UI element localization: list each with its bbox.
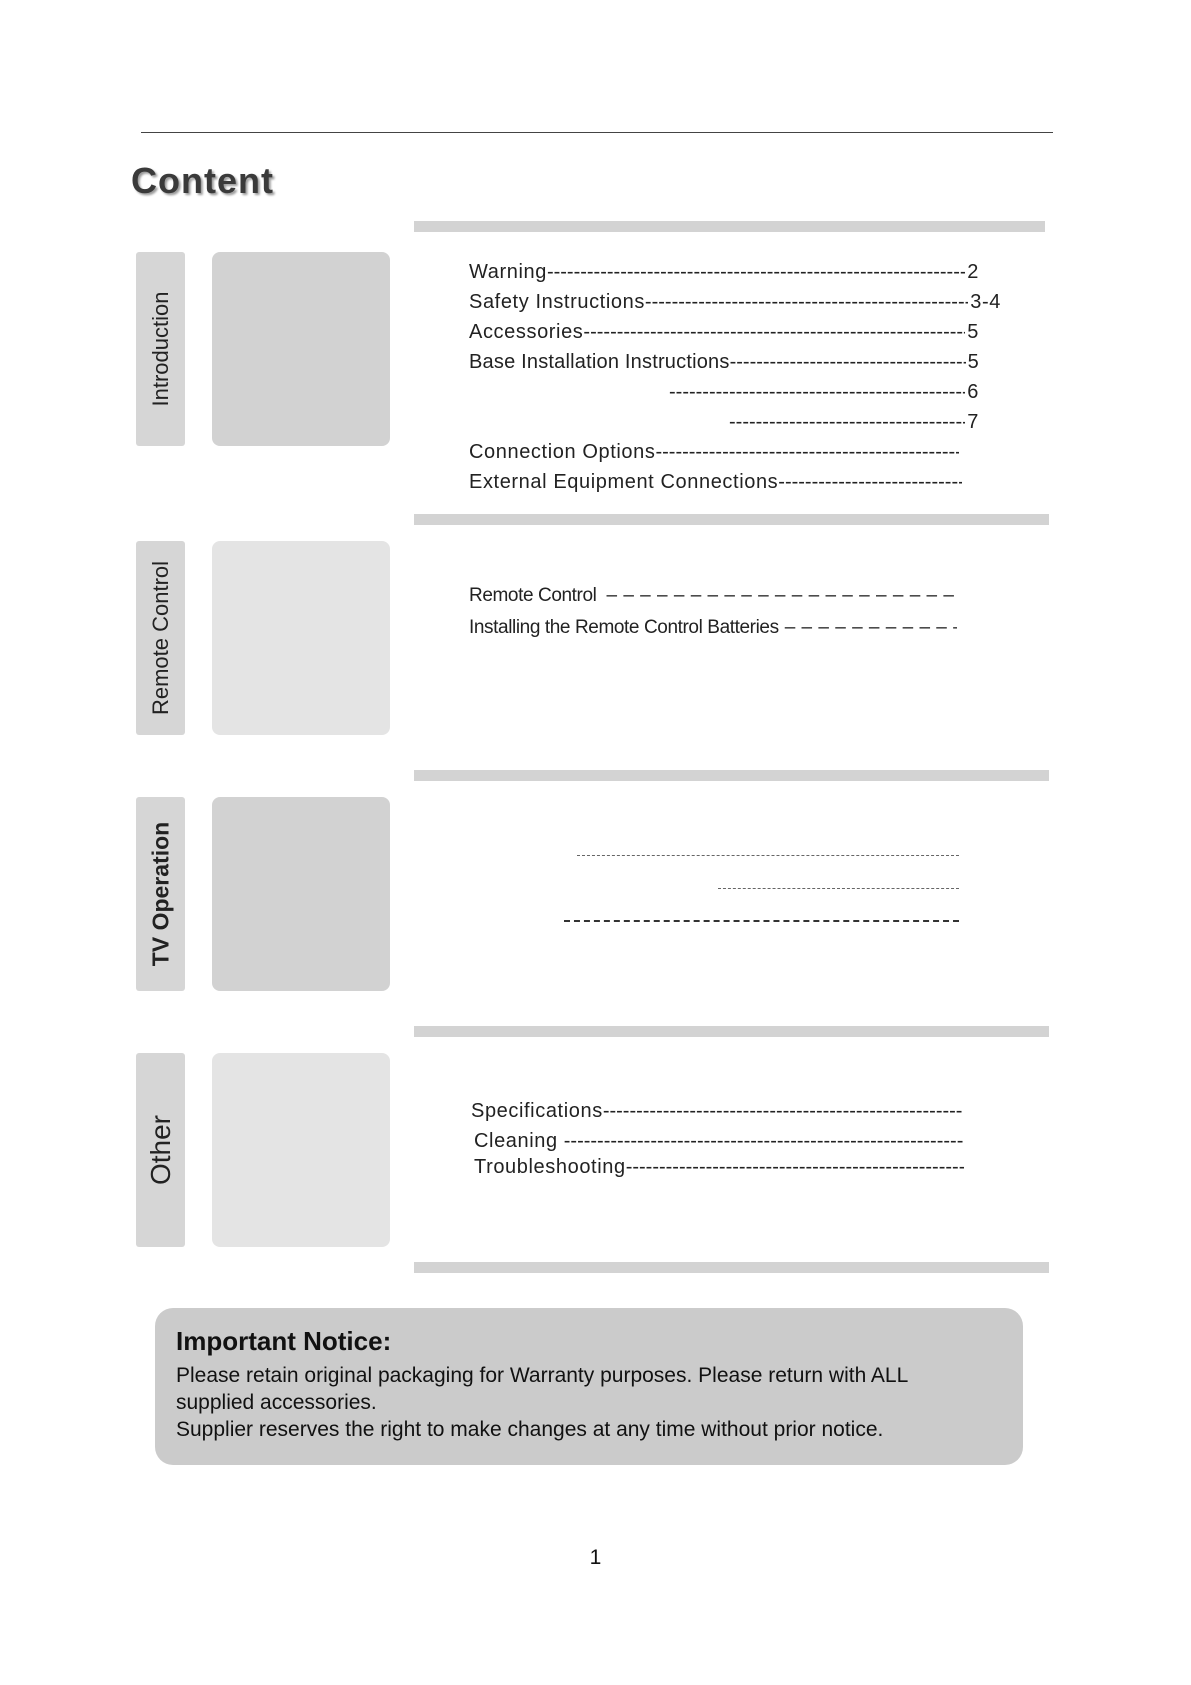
toc-entry (471, 1153, 966, 1179)
toc-entry-label: Specifications (471, 1100, 603, 1122)
toc-leader (558, 1130, 964, 1153)
toc-entry (469, 607, 959, 639)
notice-line: Supplier reserves the right to make changes at any time without prior notice. (176, 1418, 884, 1441)
toc-entry-label: External Equipment Connections (469, 471, 779, 493)
notice-line: Please retain original packaging for Warranty purposes. Please return with ALL (176, 1364, 909, 1387)
section-icon-box (212, 541, 390, 735)
toc-leader (645, 291, 968, 314)
toc-entry-page: 3-4 (970, 291, 1001, 313)
toc-leader (655, 441, 959, 464)
toc-entry (469, 284, 1001, 314)
toc-leader (564, 920, 959, 922)
toc-leader (669, 381, 965, 404)
notice-title: Important Notice: (176, 1326, 392, 1356)
toc-entry-page: 5 (967, 351, 979, 373)
section-bar (414, 514, 1049, 525)
toc-entry-label: Warning (469, 261, 547, 283)
section-icon-box (212, 797, 390, 991)
toc-entry-label: Base Installation Instructions (469, 351, 730, 373)
toc-list-introduction (469, 254, 1001, 494)
notice-line: supplied accessories. (176, 1391, 377, 1414)
toc-leader (779, 617, 957, 639)
toc-leader (577, 855, 959, 856)
toc-list-remote-control (469, 575, 959, 639)
toc-entry-page: 6 (967, 381, 979, 403)
section-tab-introduction (136, 252, 185, 446)
toc-leader (596, 585, 957, 607)
toc-entry-label: Installing the Remote Control Batteries (469, 617, 779, 638)
toc-entry (469, 575, 959, 607)
toc-entry-page: 2 (967, 261, 979, 283)
toc-leader (547, 261, 965, 284)
section-tab-remote-control (136, 541, 185, 735)
toc-entry (469, 404, 979, 434)
section-tab-label: TV Operation (147, 821, 173, 967)
toc-entry-label: Troubleshooting (474, 1156, 626, 1178)
toc-entry (471, 1123, 966, 1153)
toc-entry-label: Accessories (469, 321, 584, 343)
section-tab-tv-operation (136, 797, 185, 991)
toc-entry (469, 314, 979, 344)
toc-entry (471, 1093, 965, 1123)
toc-entry-page: 7 (967, 411, 979, 433)
toc-entry (469, 434, 961, 464)
toc-entry-label: Connection Options (469, 441, 656, 463)
toc-entry (469, 344, 979, 374)
section-tab-label: Remote Control (147, 560, 173, 716)
toc-entry-label: Cleaning (474, 1130, 558, 1152)
section-icon-box (212, 1053, 390, 1247)
top-rule (141, 132, 1053, 133)
toc-entry-page: 5 (967, 321, 979, 343)
toc-leader (626, 1156, 964, 1179)
toc-leader (730, 351, 966, 374)
toc-leader (729, 411, 965, 434)
toc-leader (718, 888, 959, 889)
toc-entry-label: Remote Control (469, 585, 597, 606)
toc-leader (603, 1100, 963, 1123)
toc-entry (469, 464, 964, 494)
important-notice (155, 1308, 1023, 1465)
toc-list-other (471, 1093, 965, 1179)
section-bar (414, 221, 1045, 232)
section-bar (414, 1026, 1049, 1037)
toc-leader (778, 471, 962, 494)
page-number: 1 (589, 1546, 602, 1569)
section-tab-label: Introduction (147, 291, 173, 407)
toc-entry (469, 374, 979, 404)
section-tab-label: Other (144, 1114, 176, 1186)
page-title: Content (131, 160, 274, 201)
section-icon-box (212, 252, 390, 446)
section-tab-other (136, 1053, 185, 1247)
toc-entry-label: Safety Instructions (469, 291, 645, 313)
section-bar (414, 1262, 1049, 1273)
toc-leader (583, 321, 965, 344)
toc-entry (469, 254, 979, 284)
section-bar (414, 770, 1049, 781)
